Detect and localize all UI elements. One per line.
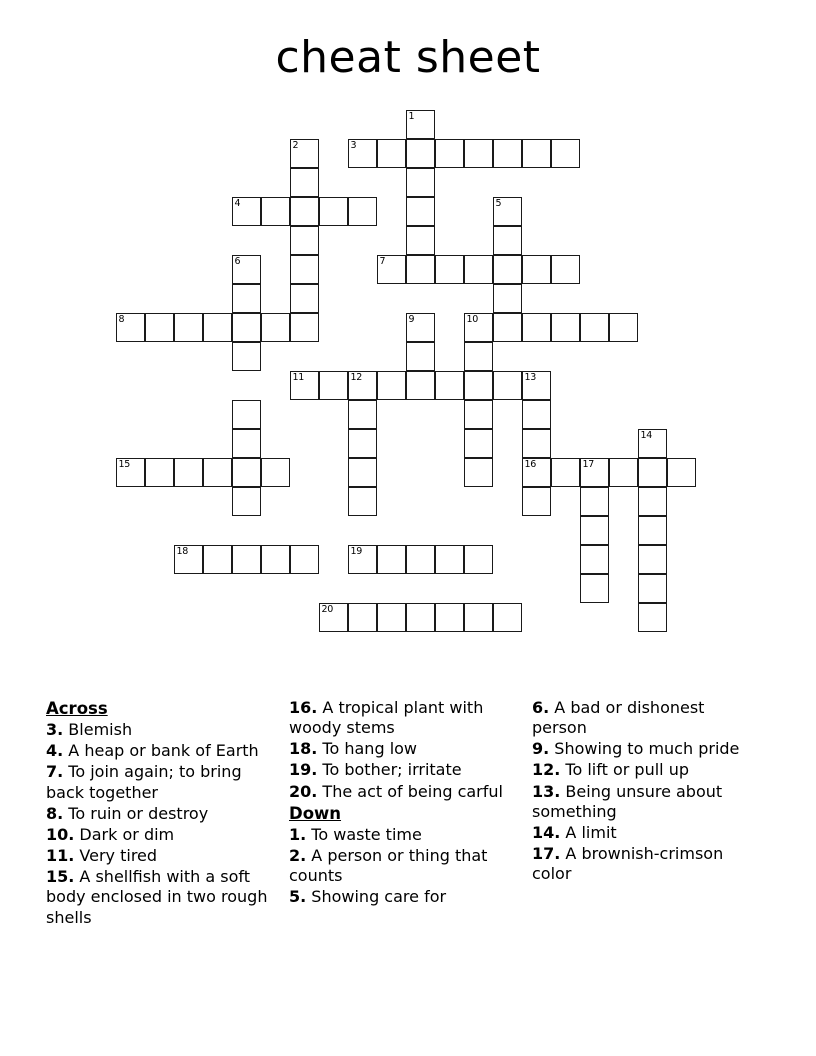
- grid-cell[interactable]: [609, 458, 638, 487]
- grid-cell[interactable]: [464, 458, 493, 487]
- grid-cell[interactable]: [290, 255, 319, 284]
- grid-cell[interactable]: [203, 458, 232, 487]
- grid-cell-16[interactable]: [522, 458, 551, 487]
- grid-cell-4[interactable]: [232, 197, 261, 226]
- clue-down-5: [289, 887, 518, 907]
- clues-section: [46, 698, 776, 929]
- grid-cell-11[interactable]: [290, 371, 319, 400]
- cell-number-15: 15: [118, 459, 130, 470]
- grid-cell-6[interactable]: [232, 255, 261, 284]
- grid-cell[interactable]: [232, 400, 261, 429]
- clue-across-7: [46, 762, 275, 802]
- grid-cell-9[interactable]: [406, 313, 435, 342]
- grid-cell[interactable]: [609, 313, 638, 342]
- clue-number: 14.: [532, 822, 561, 842]
- grid-cell[interactable]: [290, 545, 319, 574]
- grid-cell[interactable]: [261, 545, 290, 574]
- grid-cell[interactable]: [580, 313, 609, 342]
- grid-cell[interactable]: [232, 487, 261, 516]
- grid-cell[interactable]: [580, 487, 609, 516]
- cell-number-13: 13: [524, 372, 536, 383]
- grid-cell[interactable]: [464, 342, 493, 371]
- grid-cell[interactable]: [406, 255, 435, 284]
- clue-number: 18.: [289, 739, 318, 759]
- clue-across-11: [46, 846, 275, 866]
- clue-number: 10.: [46, 824, 75, 844]
- clue-across-8: [46, 804, 275, 824]
- grid-cell[interactable]: [406, 168, 435, 197]
- grid-cell[interactable]: [174, 458, 203, 487]
- grid-cell[interactable]: [319, 371, 348, 400]
- grid-cell[interactable]: [261, 458, 290, 487]
- clue-number: 15.: [46, 867, 75, 887]
- grid-cell[interactable]: [348, 197, 377, 226]
- grid-cell[interactable]: [638, 487, 667, 516]
- grid-cell[interactable]: [406, 226, 435, 255]
- cell-number-6: 6: [234, 256, 241, 267]
- clue-number: 9.: [532, 739, 550, 759]
- clue-number: 16.: [289, 698, 318, 717]
- grid-cell-14[interactable]: [638, 429, 667, 458]
- grid-cell[interactable]: [464, 429, 493, 458]
- clue-number: 5.: [289, 887, 307, 907]
- clue-number: 1.: [289, 824, 307, 844]
- cell-number-12: 12: [350, 372, 362, 383]
- clue-down-2: [289, 846, 518, 886]
- grid-cell[interactable]: [493, 226, 522, 255]
- grid-cell[interactable]: [261, 197, 290, 226]
- grid-cell[interactable]: [406, 545, 435, 574]
- cell-number-19: 19: [350, 546, 362, 557]
- clue-text: A tropical plant with woody stems: [289, 698, 484, 738]
- grid-cell[interactable]: [203, 545, 232, 574]
- clue-across-10: [46, 825, 275, 845]
- clue-across-20: [289, 782, 518, 802]
- clue-down-14: [532, 823, 761, 843]
- clue-number: 20.: [289, 781, 318, 801]
- clue-number: 4.: [46, 741, 64, 761]
- clue-down-12: [532, 760, 761, 780]
- grid-cell[interactable]: [232, 342, 261, 371]
- grid-cell[interactable]: [435, 371, 464, 400]
- clue-column-2: [289, 698, 532, 909]
- grid-cell[interactable]: [551, 255, 580, 284]
- grid-cell[interactable]: [406, 197, 435, 226]
- clue-across-18: [289, 739, 518, 759]
- grid-cell[interactable]: [493, 313, 522, 342]
- across-heading: Across: [46, 699, 108, 718]
- cell-number-2: 2: [292, 140, 299, 151]
- grid-cell[interactable]: [464, 139, 493, 168]
- grid-cell[interactable]: [174, 313, 203, 342]
- cell-number-18: 18: [176, 546, 188, 557]
- cell-number-8: 8: [118, 314, 125, 325]
- grid-cell[interactable]: [493, 371, 522, 400]
- grid-cell[interactable]: [522, 487, 551, 516]
- grid-cell[interactable]: [493, 255, 522, 284]
- cell-number-10: 10: [466, 314, 478, 325]
- clue-number: 17.: [532, 844, 561, 864]
- clue-text: Dark or dim: [74, 824, 175, 844]
- grid-cell[interactable]: [667, 458, 696, 487]
- clue-number: 8.: [46, 803, 64, 823]
- cell-number-20: 20: [321, 604, 333, 615]
- grid-cell[interactable]: [522, 255, 551, 284]
- grid-cell-20[interactable]: [319, 603, 348, 632]
- grid-cell-3[interactable]: [348, 139, 377, 168]
- clue-column-3: [532, 698, 775, 885]
- grid-cell[interactable]: [377, 371, 406, 400]
- grid-cell-17[interactable]: [580, 458, 609, 487]
- clue-number: 2.: [289, 846, 307, 866]
- grid-cell[interactable]: [522, 139, 551, 168]
- clue-number: 12.: [532, 760, 561, 780]
- clue-across-4: [46, 741, 275, 761]
- grid-cell[interactable]: [638, 545, 667, 574]
- grid-cell[interactable]: [348, 487, 377, 516]
- clue-column-1: [46, 698, 289, 929]
- grid-cell[interactable]: [493, 139, 522, 168]
- cell-number-11: 11: [292, 372, 304, 383]
- clue-across-19: [289, 760, 518, 780]
- grid-cell[interactable]: [406, 603, 435, 632]
- grid-cell[interactable]: [290, 197, 319, 226]
- grid-cell[interactable]: [319, 197, 348, 226]
- grid-cell[interactable]: [435, 139, 464, 168]
- clue-number: 6.: [532, 698, 550, 717]
- grid-cell[interactable]: [145, 458, 174, 487]
- clue-text: The act of being carful: [317, 781, 503, 801]
- grid-cell[interactable]: [435, 255, 464, 284]
- grid-cell[interactable]: [290, 284, 319, 313]
- clue-text: To lift or pull up: [560, 760, 689, 780]
- grid-cell[interactable]: [348, 400, 377, 429]
- grid-cell-12[interactable]: [348, 371, 377, 400]
- grid-cell-1[interactable]: [406, 110, 435, 139]
- grid-cell[interactable]: [580, 574, 609, 603]
- clue-text: A shellfish with a soft body enclosed in two rough shells: [46, 867, 268, 927]
- clue-number: 3.: [46, 720, 64, 740]
- clue-across-3: [46, 720, 275, 740]
- grid-cell[interactable]: [232, 284, 261, 313]
- grid-cell[interactable]: [551, 139, 580, 168]
- grid-cell[interactable]: [290, 226, 319, 255]
- grid-cell[interactable]: [638, 458, 667, 487]
- grid-cell[interactable]: [406, 342, 435, 371]
- cell-number-9: 9: [408, 314, 415, 325]
- grid-cell[interactable]: [435, 603, 464, 632]
- cell-number-1: 1: [408, 111, 415, 122]
- grid-cell[interactable]: [580, 545, 609, 574]
- clue-number: 7.: [46, 762, 64, 782]
- grid-cell[interactable]: [406, 371, 435, 400]
- clue-text: To join again; to bring back together: [46, 762, 242, 802]
- cell-number-17: 17: [582, 459, 594, 470]
- clue-across-15: [46, 867, 275, 927]
- clue-text: Blemish: [63, 720, 133, 740]
- grid-cell-8[interactable]: [116, 313, 145, 342]
- grid-cell[interactable]: [290, 168, 319, 197]
- grid-cell[interactable]: [464, 400, 493, 429]
- grid-cell[interactable]: [464, 603, 493, 632]
- grid-cell[interactable]: [464, 371, 493, 400]
- cell-number-7: 7: [379, 256, 386, 267]
- grid-cell-10[interactable]: [464, 313, 493, 342]
- grid-cell[interactable]: [551, 313, 580, 342]
- clue-text: A person or thing that counts: [289, 846, 488, 886]
- down-heading: Down: [289, 803, 342, 823]
- clue-number: 19.: [289, 760, 318, 780]
- clue-down-6: [532, 698, 761, 738]
- grid-cell[interactable]: [580, 516, 609, 545]
- grid-cell[interactable]: [522, 313, 551, 342]
- grid-cell[interactable]: [464, 255, 493, 284]
- grid-cell[interactable]: [348, 429, 377, 458]
- cell-number-16: 16: [524, 459, 536, 470]
- grid-cell[interactable]: [203, 313, 232, 342]
- grid-cell[interactable]: [638, 574, 667, 603]
- grid-cell[interactable]: [377, 603, 406, 632]
- grid-cell[interactable]: [232, 545, 261, 574]
- cell-number-3: 3: [350, 140, 357, 151]
- grid-cell[interactable]: [464, 545, 493, 574]
- grid-cell[interactable]: [290, 313, 319, 342]
- grid-cell[interactable]: [145, 313, 174, 342]
- grid-cell[interactable]: [232, 313, 261, 342]
- clue-text: To hang low: [317, 739, 418, 759]
- grid-cell[interactable]: [348, 603, 377, 632]
- grid-cell[interactable]: [522, 400, 551, 429]
- grid-cell-19[interactable]: [348, 545, 377, 574]
- clue-text: To waste time: [306, 824, 422, 844]
- grid-cell[interactable]: [638, 516, 667, 545]
- grid-cell-5[interactable]: [493, 197, 522, 226]
- grid-cell-15[interactable]: [116, 458, 145, 487]
- clue-text: A bad or dishonest person: [532, 698, 705, 738]
- grid-cell[interactable]: [406, 139, 435, 168]
- clue-down-17: [532, 844, 761, 884]
- clue-text: A brownish-crimson color: [532, 844, 724, 884]
- grid-cell[interactable]: [377, 545, 406, 574]
- clue-text: Showing care for: [306, 887, 447, 907]
- clue-text: Very tired: [74, 846, 158, 866]
- clue-text: To bother; irritate: [317, 760, 462, 780]
- clue-down-9: [532, 739, 761, 759]
- clue-down-1: [289, 825, 518, 845]
- cell-number-5: 5: [495, 198, 502, 209]
- clue-across-16: [289, 698, 518, 738]
- grid-cell[interactable]: [638, 603, 667, 632]
- grid-cell[interactable]: [435, 545, 464, 574]
- cell-number-14: 14: [640, 430, 652, 441]
- cell-number-4: 4: [234, 198, 241, 209]
- grid-cell[interactable]: [493, 603, 522, 632]
- clue-down-13: [532, 782, 761, 822]
- grid-cell[interactable]: [232, 429, 261, 458]
- grid-cell-18[interactable]: [174, 545, 203, 574]
- clue-text: A limit: [560, 822, 617, 842]
- grid-cell[interactable]: [232, 458, 261, 487]
- grid-cell-13[interactable]: [522, 371, 551, 400]
- grid-cell[interactable]: [377, 139, 406, 168]
- grid-cell-2[interactable]: [290, 139, 319, 168]
- page-title: cheat sheet: [275, 32, 541, 83]
- grid-cell[interactable]: [522, 429, 551, 458]
- grid-cell[interactable]: [493, 284, 522, 313]
- clue-text: A heap or bank of Earth: [63, 741, 259, 761]
- clue-number: 13.: [532, 781, 561, 801]
- clue-text: Showing to much pride: [549, 739, 740, 759]
- grid-cell[interactable]: [261, 313, 290, 342]
- grid-cell-7[interactable]: [377, 255, 406, 284]
- clue-text: To ruin or destroy: [63, 803, 209, 823]
- grid-cell[interactable]: [348, 458, 377, 487]
- clue-text: Being unsure about something: [532, 781, 723, 821]
- grid-cell[interactable]: [551, 458, 580, 487]
- clue-number: 11.: [46, 846, 75, 866]
